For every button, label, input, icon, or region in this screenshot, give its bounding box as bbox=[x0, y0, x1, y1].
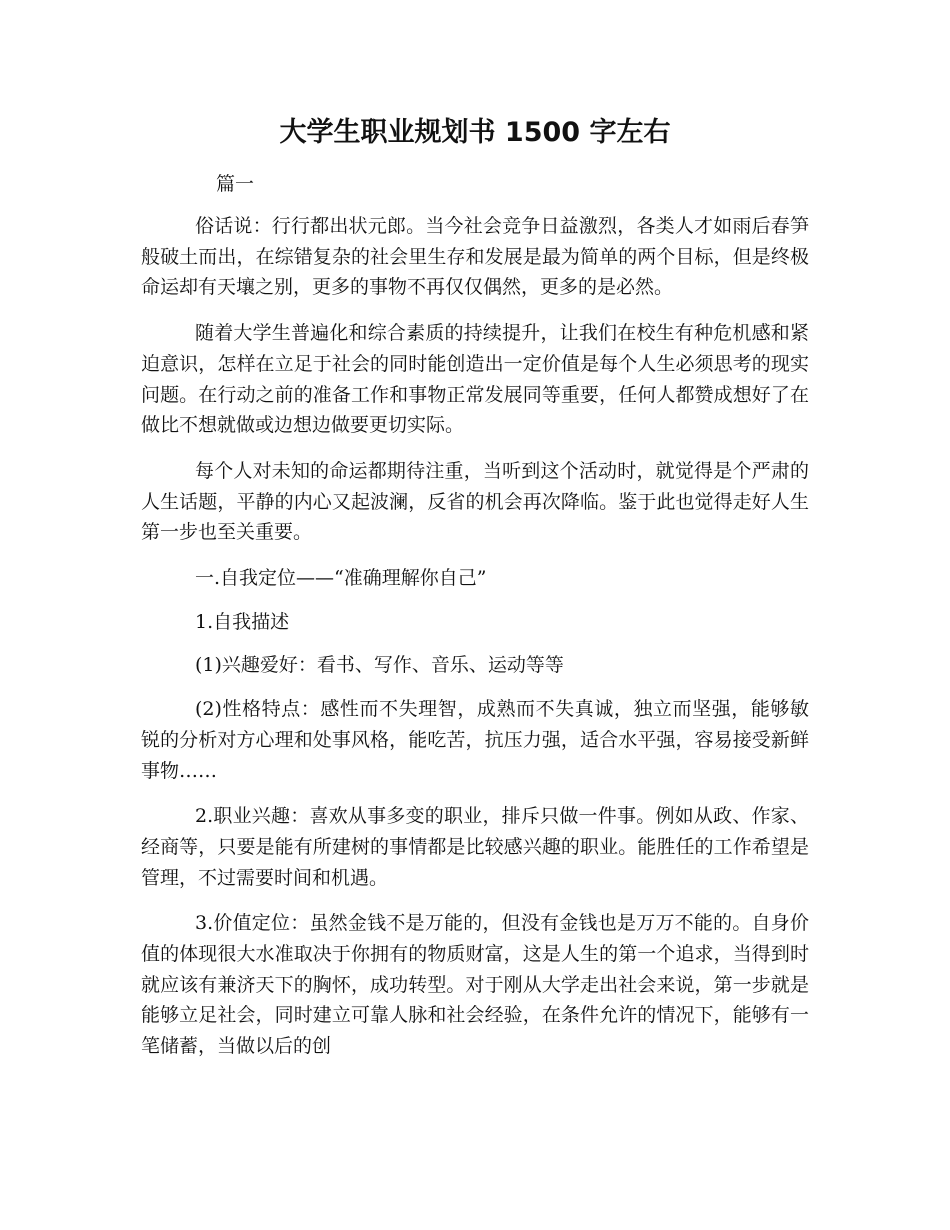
paragraph: (1)兴趣爱好：看书、写作、音乐、运动等等 bbox=[195, 654, 564, 677]
section-label: 篇一 bbox=[216, 173, 255, 195]
subsection-heading: 1.自我描述 bbox=[195, 610, 290, 633]
section-heading: 一.自我定位——“准确理解你自己” bbox=[195, 567, 487, 590]
paragraph: 随着大学生普遍化和综合素质的持续提升，让我们在校生有种危机感和紧迫意识，怎样在立足于社会的同时能创造出一定价值是每个人生必须思考的现实问题。在行动之前的准备工作和事物正常发展同等重要，任何人都赞成想好了在做比不想就做或边想边做要更切实际。 bbox=[141, 322, 809, 437]
paragraph: 每个人对未知的命运都期待注重，当听到这个活动时，就觉得是个严肃的人生话题，平静的内心又起波澜，反省的机会再次降临。鉴于此也觉得走好人生第一步也至关重要。 bbox=[141, 459, 809, 544]
paragraph: 俗话说：行行都出状元郎。当今社会竞争日益激烈，各类人才如雨后春笋般破土而出，在综错复杂的社会里生存和发展是最为简单的两个目标，但是终极命运却有天壤之别，更多的事物不再仅仅偶然，更多的是必然。 bbox=[141, 215, 809, 299]
document-body bbox=[141, 211, 809, 1077]
document-title: 大学生职业规划书 1500 字左右 bbox=[279, 117, 671, 148]
paragraph: 3.价值定位：虽然金钱不是万能的，但没有金钱也是万万不能的。自身价值的体现很大水准取决于你拥有的物质财富，这是人生的第一个追求，当得到时就应该有兼济天下的胸怀，成功转型。对于刚从大学走出社会来说，第一步就是能够立足社会，同时建立可靠人脉和社会经验，在条件允许的情况下，能够有一笔储蓄，当做以后的创 bbox=[141, 912, 809, 1058]
paragraph: 2.职业兴趣：喜欢从事多变的职业，排斥只做一件事。例如从政、作家、经商等，只要是能有所建树的事情都是比较感兴趣的职业。能胜任的工作希望是管理，不过需要时间和机遇。 bbox=[141, 805, 809, 889]
paragraph: (2)性格特点：感性而不失理智，成熟而不失真诚，独立而坚强，能够敏锐的分析对方心理和处事风格，能吃苦，抗压力强，适合水平强，容易接受新鲜事物…… bbox=[141, 698, 809, 782]
